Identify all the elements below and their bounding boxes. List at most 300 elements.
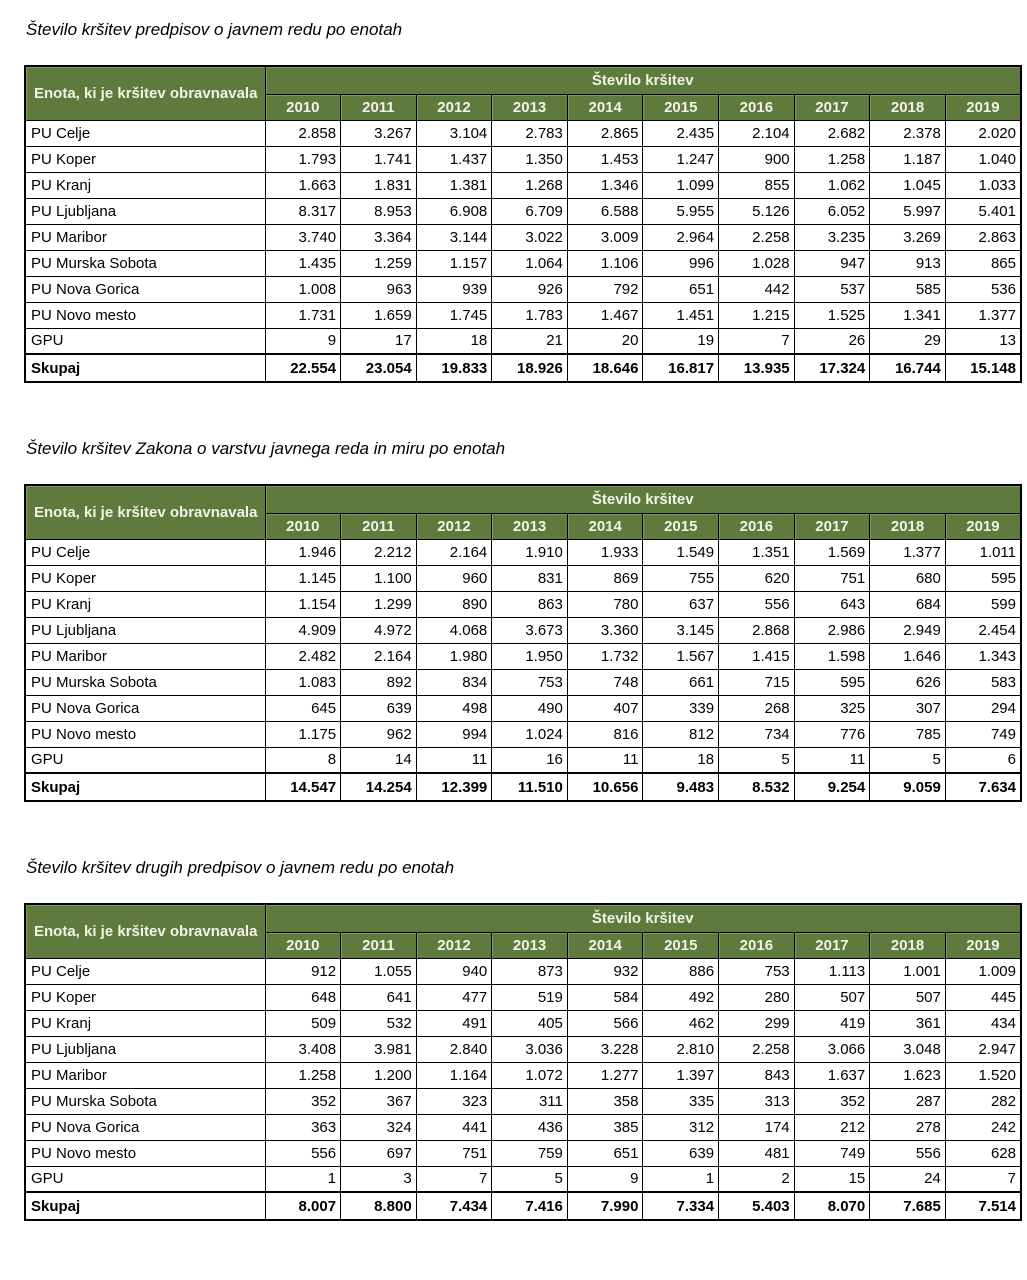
- value-cell: 339: [643, 695, 719, 721]
- total-value-cell: 8.070: [794, 1192, 870, 1220]
- value-cell: 20: [567, 328, 643, 354]
- year-header-2015: 2015: [643, 513, 719, 539]
- value-cell: 715: [719, 669, 795, 695]
- table-row: [25, 721, 1021, 747]
- value-cell: 1.467: [567, 302, 643, 328]
- total-value-cell: 14.254: [341, 773, 417, 801]
- year-header-2018: 2018: [870, 932, 946, 958]
- unit-label-cell: PU Kranj: [25, 1010, 265, 1036]
- value-cell: 1.157: [416, 250, 492, 276]
- year-header-2018: 2018: [870, 513, 946, 539]
- value-cell: 2.482: [265, 643, 341, 669]
- value-cell: 8.953: [341, 198, 417, 224]
- value-cell: 212: [794, 1114, 870, 1140]
- value-cell: 5: [870, 747, 946, 773]
- value-cell: 556: [870, 1140, 946, 1166]
- value-cell: 3.144: [416, 224, 492, 250]
- value-cell: 834: [416, 669, 492, 695]
- value-cell: 11: [416, 747, 492, 773]
- value-cell: 307: [870, 695, 946, 721]
- value-cell: 287: [870, 1088, 946, 1114]
- value-cell: 282: [945, 1088, 1021, 1114]
- value-cell: 7: [945, 1166, 1021, 1192]
- value-cell: 599: [945, 591, 1021, 617]
- value-cell: 751: [416, 1140, 492, 1166]
- group-header: Število kršitev: [265, 904, 1021, 932]
- value-cell: 1.268: [492, 172, 568, 198]
- value-cell: 2.454: [945, 617, 1021, 643]
- value-cell: 1.011: [945, 539, 1021, 565]
- value-cell: 367: [341, 1088, 417, 1114]
- value-cell: 174: [719, 1114, 795, 1140]
- value-cell: 6.908: [416, 198, 492, 224]
- value-cell: 637: [643, 591, 719, 617]
- value-cell: 11: [567, 747, 643, 773]
- value-cell: 313: [719, 1088, 795, 1114]
- unit-label-cell: PU Murska Sobota: [25, 669, 265, 695]
- value-cell: 299: [719, 1010, 795, 1036]
- table-row: [25, 1062, 1021, 1088]
- value-cell: 1.569: [794, 539, 870, 565]
- table-row: [25, 695, 1021, 721]
- value-cell: 1.040: [945, 146, 1021, 172]
- value-cell: 4.068: [416, 617, 492, 643]
- value-cell: 363: [265, 1114, 341, 1140]
- value-cell: 2.964: [643, 224, 719, 250]
- value-cell: 1.154: [265, 591, 341, 617]
- value-cell: 481: [719, 1140, 795, 1166]
- value-cell: 2.783: [492, 120, 568, 146]
- value-cell: 15: [794, 1166, 870, 1192]
- value-cell: 8.317: [265, 198, 341, 224]
- unit-label-cell: PU Nova Gorica: [25, 276, 265, 302]
- value-cell: 2.104: [719, 120, 795, 146]
- value-cell: 1.732: [567, 643, 643, 669]
- table-row: [25, 747, 1021, 773]
- group-header: Število kršitev: [265, 66, 1021, 94]
- value-cell: 268: [719, 695, 795, 721]
- value-cell: 1.663: [265, 172, 341, 198]
- value-cell: 913: [870, 250, 946, 276]
- value-cell: 1.341: [870, 302, 946, 328]
- total-value-cell: 10.656: [567, 773, 643, 801]
- table-title: Število kršitev Zakona o varstvu javnega reda in miru po enotah: [26, 439, 506, 458]
- value-cell: 1.646: [870, 643, 946, 669]
- value-cell: 1.783: [492, 302, 568, 328]
- year-header-2010: 2010: [265, 513, 341, 539]
- value-cell: 785: [870, 721, 946, 747]
- value-cell: 912: [265, 958, 341, 984]
- table-section: [24, 858, 1022, 1221]
- table-header: [25, 66, 1021, 120]
- table-section: [24, 439, 1022, 802]
- value-cell: 1: [643, 1166, 719, 1192]
- value-cell: 749: [794, 1140, 870, 1166]
- value-cell: 2: [719, 1166, 795, 1192]
- year-header-2014: 2014: [567, 513, 643, 539]
- total-value-cell: 18.926: [492, 354, 568, 382]
- table-row: [25, 1166, 1021, 1192]
- value-cell: 1.435: [265, 250, 341, 276]
- value-cell: 651: [643, 276, 719, 302]
- year-header-2013: 2013: [492, 513, 568, 539]
- value-cell: 863: [492, 591, 568, 617]
- table-body: [25, 539, 1021, 801]
- value-cell: 6: [945, 747, 1021, 773]
- total-value-cell: 7.434: [416, 1192, 492, 1220]
- year-header-2017: 2017: [794, 94, 870, 120]
- unit-label-cell: PU Nova Gorica: [25, 695, 265, 721]
- unit-label-cell: GPU: [25, 747, 265, 773]
- value-cell: 1.187: [870, 146, 946, 172]
- year-header-2011: 2011: [341, 513, 417, 539]
- year-header-2016: 2016: [719, 932, 795, 958]
- unit-column-header: Enota, ki je kršitev obravnavala: [25, 485, 265, 539]
- year-header-2012: 2012: [416, 513, 492, 539]
- total-value-cell: 16.744: [870, 354, 946, 382]
- table-body: [25, 958, 1021, 1220]
- year-header-2014: 2014: [567, 94, 643, 120]
- value-cell: 2.840: [416, 1036, 492, 1062]
- total-value-cell: 15.148: [945, 354, 1021, 382]
- total-value-cell: 7.685: [870, 1192, 946, 1220]
- total-value-cell: 7.334: [643, 1192, 719, 1220]
- year-header-2019: 2019: [945, 932, 1021, 958]
- table-row: [25, 1088, 1021, 1114]
- value-cell: 5.997: [870, 198, 946, 224]
- value-cell: 532: [341, 1010, 417, 1036]
- value-cell: 352: [265, 1088, 341, 1114]
- value-cell: 595: [945, 565, 1021, 591]
- value-cell: 3.269: [870, 224, 946, 250]
- value-cell: 643: [794, 591, 870, 617]
- value-cell: 17: [341, 328, 417, 354]
- unit-label-cell: PU Maribor: [25, 643, 265, 669]
- value-cell: 2.020: [945, 120, 1021, 146]
- value-cell: 1.659: [341, 302, 417, 328]
- value-cell: 1.910: [492, 539, 568, 565]
- value-cell: 434: [945, 1010, 1021, 1036]
- value-cell: 1.009: [945, 958, 1021, 984]
- table-title: Število kršitev predpisov o javnem redu po enotah: [26, 20, 403, 39]
- value-cell: 536: [945, 276, 1021, 302]
- stats-table: [24, 903, 1022, 1221]
- value-cell: 3.009: [567, 224, 643, 250]
- value-cell: 3.740: [265, 224, 341, 250]
- value-cell: 1.933: [567, 539, 643, 565]
- value-cell: 5.126: [719, 198, 795, 224]
- unit-label-cell: PU Murska Sobota: [25, 250, 265, 276]
- value-cell: 748: [567, 669, 643, 695]
- value-cell: 697: [341, 1140, 417, 1166]
- table-row: [25, 276, 1021, 302]
- value-cell: 6.052: [794, 198, 870, 224]
- value-cell: 6.588: [567, 198, 643, 224]
- total-value-cell: 8.007: [265, 1192, 341, 1220]
- value-cell: 2.378: [870, 120, 946, 146]
- stats-table: [24, 65, 1022, 383]
- value-cell: 3.408: [265, 1036, 341, 1062]
- unit-label-cell: PU Ljubljana: [25, 617, 265, 643]
- value-cell: 1.377: [945, 302, 1021, 328]
- value-cell: 405: [492, 1010, 568, 1036]
- value-cell: 1.350: [492, 146, 568, 172]
- table-row: [25, 250, 1021, 276]
- value-cell: 620: [719, 565, 795, 591]
- value-cell: 3.048: [870, 1036, 946, 1062]
- value-cell: 18: [416, 328, 492, 354]
- total-row: [25, 354, 1021, 382]
- table-row: [25, 224, 1021, 250]
- value-cell: 869: [567, 565, 643, 591]
- value-cell: 3.104: [416, 120, 492, 146]
- unit-label-cell: PU Novo mesto: [25, 721, 265, 747]
- value-cell: 4.972: [341, 617, 417, 643]
- total-value-cell: 9.483: [643, 773, 719, 801]
- header-row-group: [25, 485, 1021, 513]
- value-cell: 1.175: [265, 721, 341, 747]
- value-cell: 3.673: [492, 617, 568, 643]
- value-cell: 5.955: [643, 198, 719, 224]
- value-cell: 1.745: [416, 302, 492, 328]
- unit-label-cell: PU Koper: [25, 565, 265, 591]
- value-cell: 1.950: [492, 643, 568, 669]
- value-cell: 749: [945, 721, 1021, 747]
- value-cell: 1.113: [794, 958, 870, 984]
- value-cell: 1.549: [643, 539, 719, 565]
- year-header-2014: 2014: [567, 932, 643, 958]
- value-cell: 584: [567, 984, 643, 1010]
- value-cell: 507: [870, 984, 946, 1010]
- value-cell: 335: [643, 1088, 719, 1114]
- value-cell: 628: [945, 1140, 1021, 1166]
- value-cell: 583: [945, 669, 1021, 695]
- value-cell: 1.106: [567, 250, 643, 276]
- value-cell: 751: [794, 565, 870, 591]
- value-cell: 2.258: [719, 224, 795, 250]
- value-cell: 2.863: [945, 224, 1021, 250]
- value-cell: 900: [719, 146, 795, 172]
- value-cell: 491: [416, 1010, 492, 1036]
- table-title: Število kršitev drugih predpisov o javnem redu po enotah: [26, 858, 455, 877]
- value-cell: 3.066: [794, 1036, 870, 1062]
- value-cell: 26: [794, 328, 870, 354]
- unit-label-cell: PU Koper: [25, 146, 265, 172]
- value-cell: 1.200: [341, 1062, 417, 1088]
- value-cell: 311: [492, 1088, 568, 1114]
- value-cell: 324: [341, 1114, 417, 1140]
- total-value-cell: 7.416: [492, 1192, 568, 1220]
- value-cell: 436: [492, 1114, 568, 1140]
- value-cell: 595: [794, 669, 870, 695]
- year-header-2010: 2010: [265, 94, 341, 120]
- value-cell: 441: [416, 1114, 492, 1140]
- value-cell: 1.397: [643, 1062, 719, 1088]
- value-cell: 3.267: [341, 120, 417, 146]
- value-cell: 509: [265, 1010, 341, 1036]
- year-header-2017: 2017: [794, 932, 870, 958]
- value-cell: 8: [265, 747, 341, 773]
- value-cell: 734: [719, 721, 795, 747]
- value-cell: 1.072: [492, 1062, 568, 1088]
- value-cell: 865: [945, 250, 1021, 276]
- year-header-2016: 2016: [719, 94, 795, 120]
- value-cell: 661: [643, 669, 719, 695]
- value-cell: 1: [265, 1166, 341, 1192]
- total-value-cell: 13.935: [719, 354, 795, 382]
- year-header-2010: 2010: [265, 932, 341, 958]
- value-cell: 21: [492, 328, 568, 354]
- value-cell: 5: [492, 1166, 568, 1192]
- value-cell: 855: [719, 172, 795, 198]
- unit-label-cell: GPU: [25, 1166, 265, 1192]
- value-cell: 1.100: [341, 565, 417, 591]
- value-cell: 29: [870, 328, 946, 354]
- table-row: [25, 617, 1021, 643]
- value-cell: 2.868: [719, 617, 795, 643]
- value-cell: 490: [492, 695, 568, 721]
- total-value-cell: 5.403: [719, 1192, 795, 1220]
- value-cell: 3.036: [492, 1036, 568, 1062]
- value-cell: 753: [492, 669, 568, 695]
- stats-table: [24, 484, 1022, 802]
- value-cell: 419: [794, 1010, 870, 1036]
- value-cell: 963: [341, 276, 417, 302]
- table-row: [25, 328, 1021, 354]
- unit-label-cell: PU Ljubljana: [25, 198, 265, 224]
- value-cell: 626: [870, 669, 946, 695]
- value-cell: 1.028: [719, 250, 795, 276]
- value-cell: 6.709: [492, 198, 568, 224]
- value-cell: 2.947: [945, 1036, 1021, 1062]
- value-cell: 11: [794, 747, 870, 773]
- value-cell: 1.381: [416, 172, 492, 198]
- value-cell: 1.145: [265, 565, 341, 591]
- total-value-cell: 14.547: [265, 773, 341, 801]
- value-cell: 13: [945, 328, 1021, 354]
- value-cell: 9: [567, 1166, 643, 1192]
- value-cell: 3: [341, 1166, 417, 1192]
- value-cell: 462: [643, 1010, 719, 1036]
- year-header-2016: 2016: [719, 513, 795, 539]
- table-row: [25, 120, 1021, 146]
- value-cell: 2.986: [794, 617, 870, 643]
- value-cell: 648: [265, 984, 341, 1010]
- value-cell: 1.099: [643, 172, 719, 198]
- value-cell: 939: [416, 276, 492, 302]
- value-cell: 3.364: [341, 224, 417, 250]
- year-header-2015: 2015: [643, 932, 719, 958]
- value-cell: 407: [567, 695, 643, 721]
- value-cell: 4.909: [265, 617, 341, 643]
- value-cell: 2.164: [341, 643, 417, 669]
- group-header: Število kršitev: [265, 485, 1021, 513]
- value-cell: 477: [416, 984, 492, 1010]
- value-cell: 1.946: [265, 539, 341, 565]
- value-cell: 843: [719, 1062, 795, 1088]
- value-cell: 831: [492, 565, 568, 591]
- value-cell: 1.033: [945, 172, 1021, 198]
- value-cell: 507: [794, 984, 870, 1010]
- header-row-group: [25, 904, 1021, 932]
- table-row: [25, 172, 1021, 198]
- value-cell: 1.008: [265, 276, 341, 302]
- value-cell: 1.567: [643, 643, 719, 669]
- value-cell: 7: [719, 328, 795, 354]
- total-value-cell: 12.399: [416, 773, 492, 801]
- total-row: [25, 773, 1021, 801]
- value-cell: 1.064: [492, 250, 568, 276]
- value-cell: 1.377: [870, 539, 946, 565]
- value-cell: 645: [265, 695, 341, 721]
- table-header: [25, 904, 1021, 958]
- table-row: [25, 539, 1021, 565]
- unit-column-header: Enota, ki je kršitev obravnavala: [25, 904, 265, 958]
- value-cell: 1.415: [719, 643, 795, 669]
- unit-column-header: Enota, ki je kršitev obravnavala: [25, 66, 265, 120]
- total-value-cell: 11.510: [492, 773, 568, 801]
- value-cell: 1.164: [416, 1062, 492, 1088]
- year-header-2011: 2011: [341, 932, 417, 958]
- value-cell: 1.055: [341, 958, 417, 984]
- value-cell: 651: [567, 1140, 643, 1166]
- total-value-cell: 16.817: [643, 354, 719, 382]
- value-cell: 759: [492, 1140, 568, 1166]
- value-cell: 1.623: [870, 1062, 946, 1088]
- value-cell: 3.022: [492, 224, 568, 250]
- value-cell: 312: [643, 1114, 719, 1140]
- value-cell: 680: [870, 565, 946, 591]
- value-cell: 358: [567, 1088, 643, 1114]
- value-cell: 492: [643, 984, 719, 1010]
- table-row: [25, 1010, 1021, 1036]
- value-cell: 1.045: [870, 172, 946, 198]
- value-cell: 16: [492, 747, 568, 773]
- value-cell: 1.258: [265, 1062, 341, 1088]
- value-cell: 1.453: [567, 146, 643, 172]
- value-cell: 1.598: [794, 643, 870, 669]
- unit-label-cell: PU Koper: [25, 984, 265, 1010]
- unit-label-cell: PU Celje: [25, 539, 265, 565]
- total-value-cell: 22.554: [265, 354, 341, 382]
- year-header-2011: 2011: [341, 94, 417, 120]
- table-row: [25, 591, 1021, 617]
- unit-label-cell: PU Maribor: [25, 1062, 265, 1088]
- value-cell: 445: [945, 984, 1021, 1010]
- year-header-2012: 2012: [416, 932, 492, 958]
- table-header: [25, 485, 1021, 539]
- value-cell: 890: [416, 591, 492, 617]
- value-cell: 325: [794, 695, 870, 721]
- value-cell: 1.259: [341, 250, 417, 276]
- value-cell: 792: [567, 276, 643, 302]
- value-cell: 1.980: [416, 643, 492, 669]
- value-cell: 994: [416, 721, 492, 747]
- value-cell: 585: [870, 276, 946, 302]
- value-cell: 2.435: [643, 120, 719, 146]
- total-label-cell: Skupaj: [25, 773, 265, 801]
- total-row: [25, 1192, 1021, 1220]
- unit-label-cell: PU Ljubljana: [25, 1036, 265, 1062]
- value-cell: 755: [643, 565, 719, 591]
- table-row: [25, 643, 1021, 669]
- value-cell: 1.024: [492, 721, 568, 747]
- unit-label-cell: PU Novo mesto: [25, 302, 265, 328]
- value-cell: 1.637: [794, 1062, 870, 1088]
- value-cell: 947: [794, 250, 870, 276]
- value-cell: 776: [794, 721, 870, 747]
- value-cell: 926: [492, 276, 568, 302]
